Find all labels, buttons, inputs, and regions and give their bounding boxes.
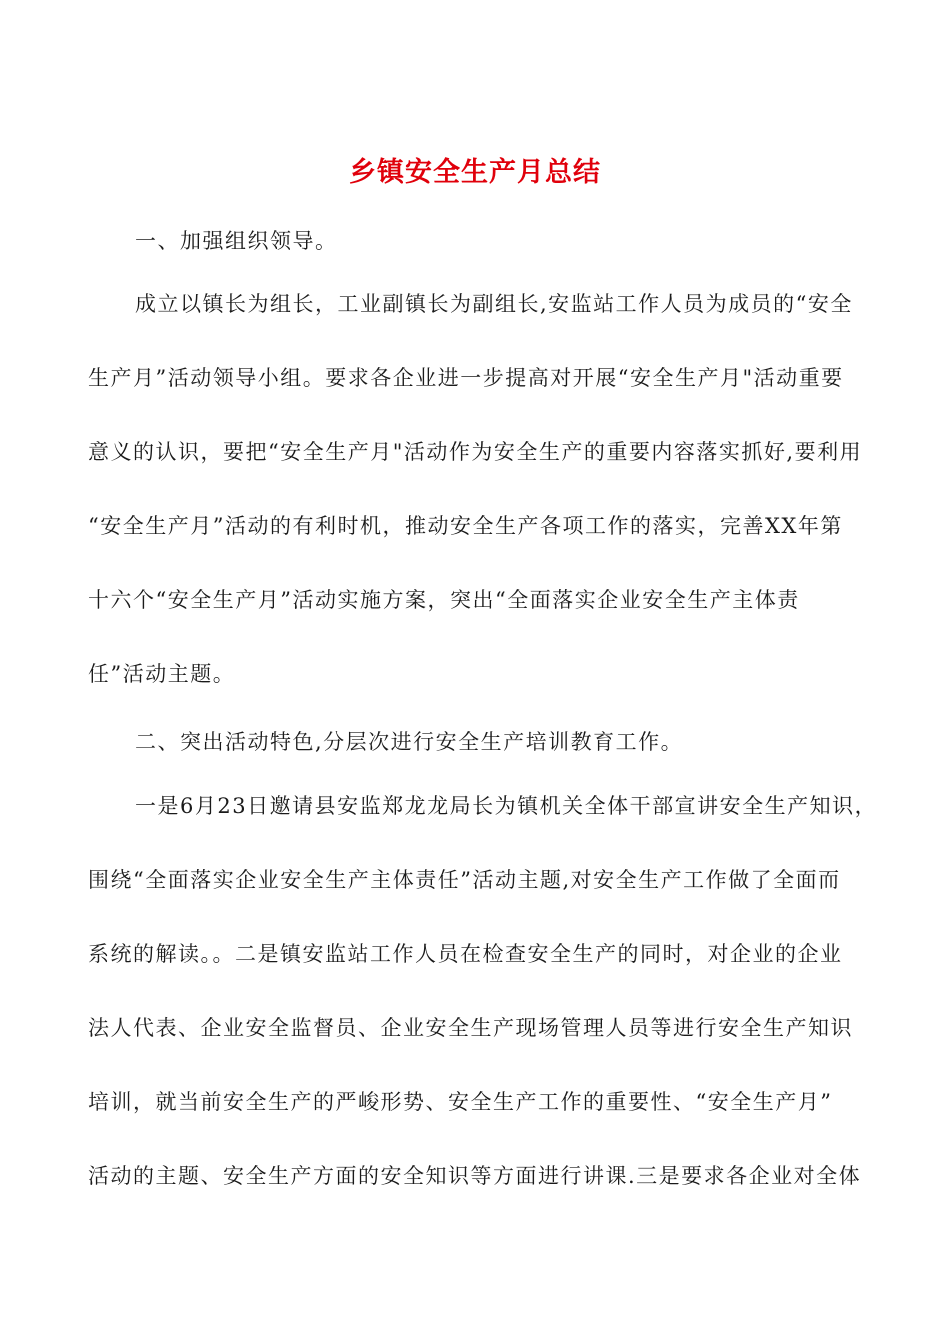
paragraph-line: 成立以镇长为组长，工业副镇长为副组长,安监站工作人员为成员的“安全 xyxy=(135,292,853,316)
paragraph-line: “安全生产月”活动的有利时机，推动安全生产各项工作的落实，完善XX年第 xyxy=(88,514,843,538)
paragraph-line: 围绕“全面落实企业安全生产主体责任”活动主题,对安全生产工作做了全面而 xyxy=(88,868,841,892)
paragraph-line: 生产月”活动领导小组。要求各企业进一步提高对开展“安全生产月"活动重要 xyxy=(88,366,844,390)
section-heading-1: 一、加强组织领导。 xyxy=(135,229,338,253)
paragraph-line: 十六个“安全生产月”活动实施方案，突出“全面落实企业安全生产主体责 xyxy=(88,588,800,612)
document-title: 乡镇安全生产月总结 xyxy=(349,157,601,188)
paragraph-line: 系统的解读。。二是镇安监站工作人员在检查安全生产的同时，对企业的企业 xyxy=(88,942,843,966)
section-heading-2: 二、突出活动特色,分层次进行安全生产培训教育工作。 xyxy=(135,730,684,754)
paragraph-line: 法人代表、企业安全监督员、企业安全生产现场管理人员等进行安全生产知识 xyxy=(88,1016,853,1040)
paragraph-line: 任”活动主题。 xyxy=(88,662,236,686)
paragraph-line: 活动的主题、安全生产方面的安全知识等方面进行讲课.三是要求各企业对全体 xyxy=(88,1164,862,1188)
paragraph-line: 一是6月23日邀请县安监郑龙龙局长为镇机关全体干部宣讲安全生产知识， xyxy=(135,794,878,818)
paragraph-line: 培训，就当前安全生产的严峻形势、安全生产工作的重要性、“安全生产月” xyxy=(88,1090,833,1114)
paragraph-line: 意义的认识，要把“安全生产月"活动作为安全生产的重要内容落实抓好,要利用 xyxy=(88,440,863,464)
